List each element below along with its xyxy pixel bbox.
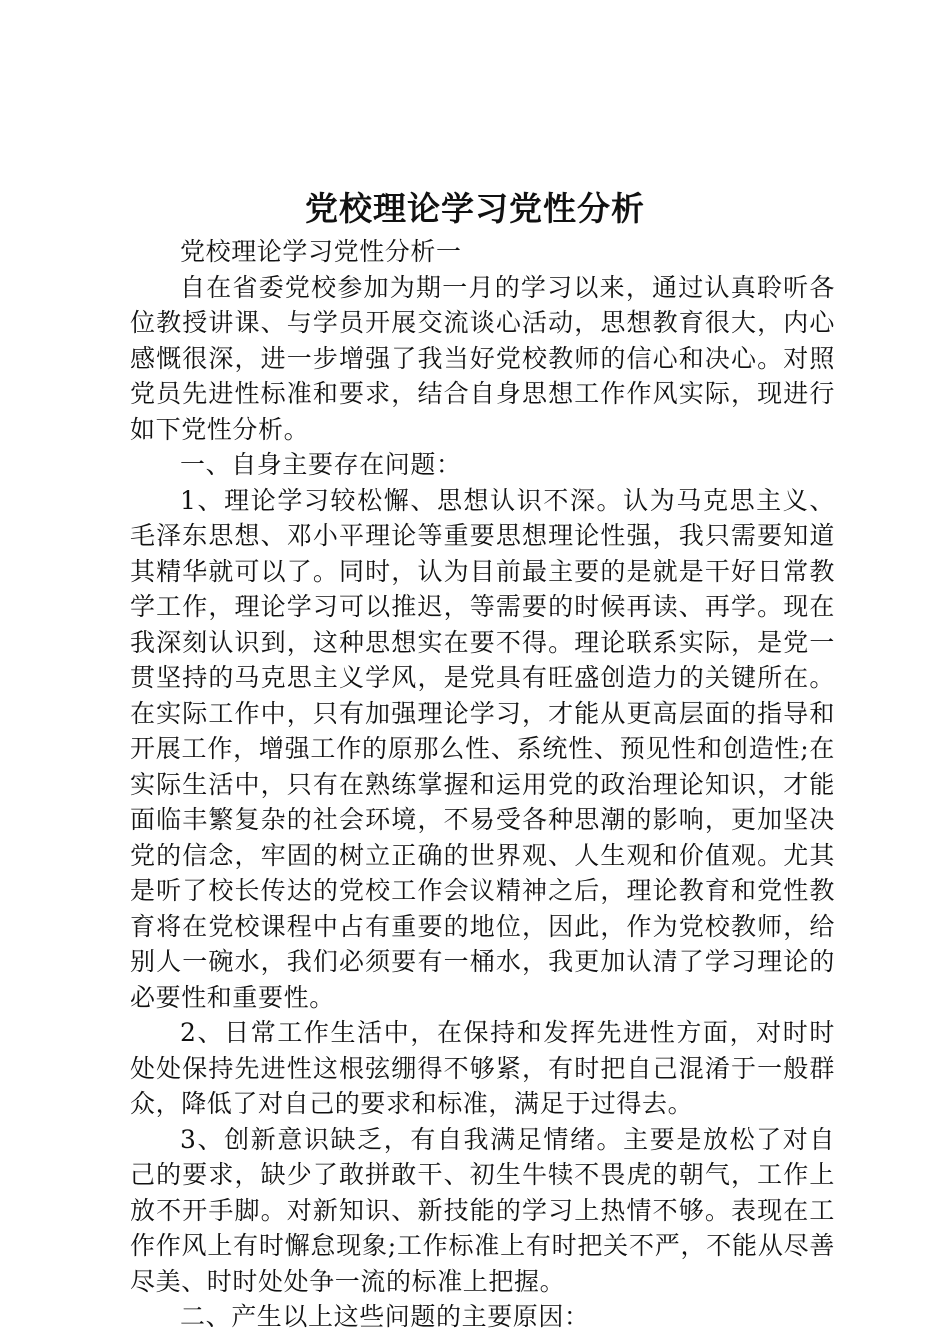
intro-paragraph: 自在省委党校参加为期一月的学习以来，通过认真聆听各位教授讲课、与学员开展交流谈心活动，思想教育很大，内心感慨很深，进一步增强了我当好党校教师的信心和决心。对照党员先进性标准和要求，结合自身思想工作作风实际，现进行如下党性分析。: [130, 272, 835, 444]
section-subtitle: 党校理论学习党性分析一: [180, 237, 462, 266]
problem-paragraph-2: 2、日常工作生活中，在保持和发挥先进性方面，对时时处处保持先进性这根弦绷得不够紧，有时把自己混淆于一般群众，降低了对自己的要求和标准，满足于过得去。: [130, 1018, 835, 1118]
problem-paragraph-1: 1、理论学习较松懈、思想认识不深。认为马克思主义、毛泽东思想、邓小平理论等重要思想理论性强，我只需要知道其精华就可以了。同时，认为目前最主要的是就是干好日常教学工作，理论学习可以推迟，等需要的时候再读、再学。现在我深刻认识到，这种思想实在要不得。理论联系实际，是党一贯坚持的马克思主义学风，是党具有旺盛创造力的关键所在。在实际工作中，只有加强理论学习，才能从更高层面的指导和开展工作，增强工作的原那么性、系统性、预见性和创造性;在实际生活中，只有在熟练掌握和运用党的政治理论知识，才能面临丰繁复杂的社会环境，不易受各种思潮的影响，更加坚决党的信念，牢固的树立正确的世界观、人生观和价值观。尤其是听了校长传达的党校工作会议精神之后，理论教育和党性教育将在党校课程中占有重要的地位，因此，作为党校教师，给别人一碗水，我们必须要有一桶水，我更加认清了学习理论的必要性和重要性。: [130, 485, 835, 1012]
problem-paragraph-3: 3、创新意识缺乏，有自我满足情绪。主要是放松了对自己的要求，缺少了敢拼敢干、初生牛犊不畏虎的朝气，工作上放不开手脚。对新知识、新技能的学习上热情不够。表现在工作作风上有时懈怠现象;工作标准上有时把关不严，不能从尽善尽美、时时处处争一流的标准上把握。: [130, 1124, 835, 1296]
document-body: [130, 234, 835, 1335]
section-heading-causes: 二、产生以上这些问题的主要原因：: [180, 1302, 590, 1331]
section-heading-problems: 一、自身主要存在问题：: [180, 450, 462, 479]
document-title: 党校理论学习党性分析: [305, 189, 645, 228]
